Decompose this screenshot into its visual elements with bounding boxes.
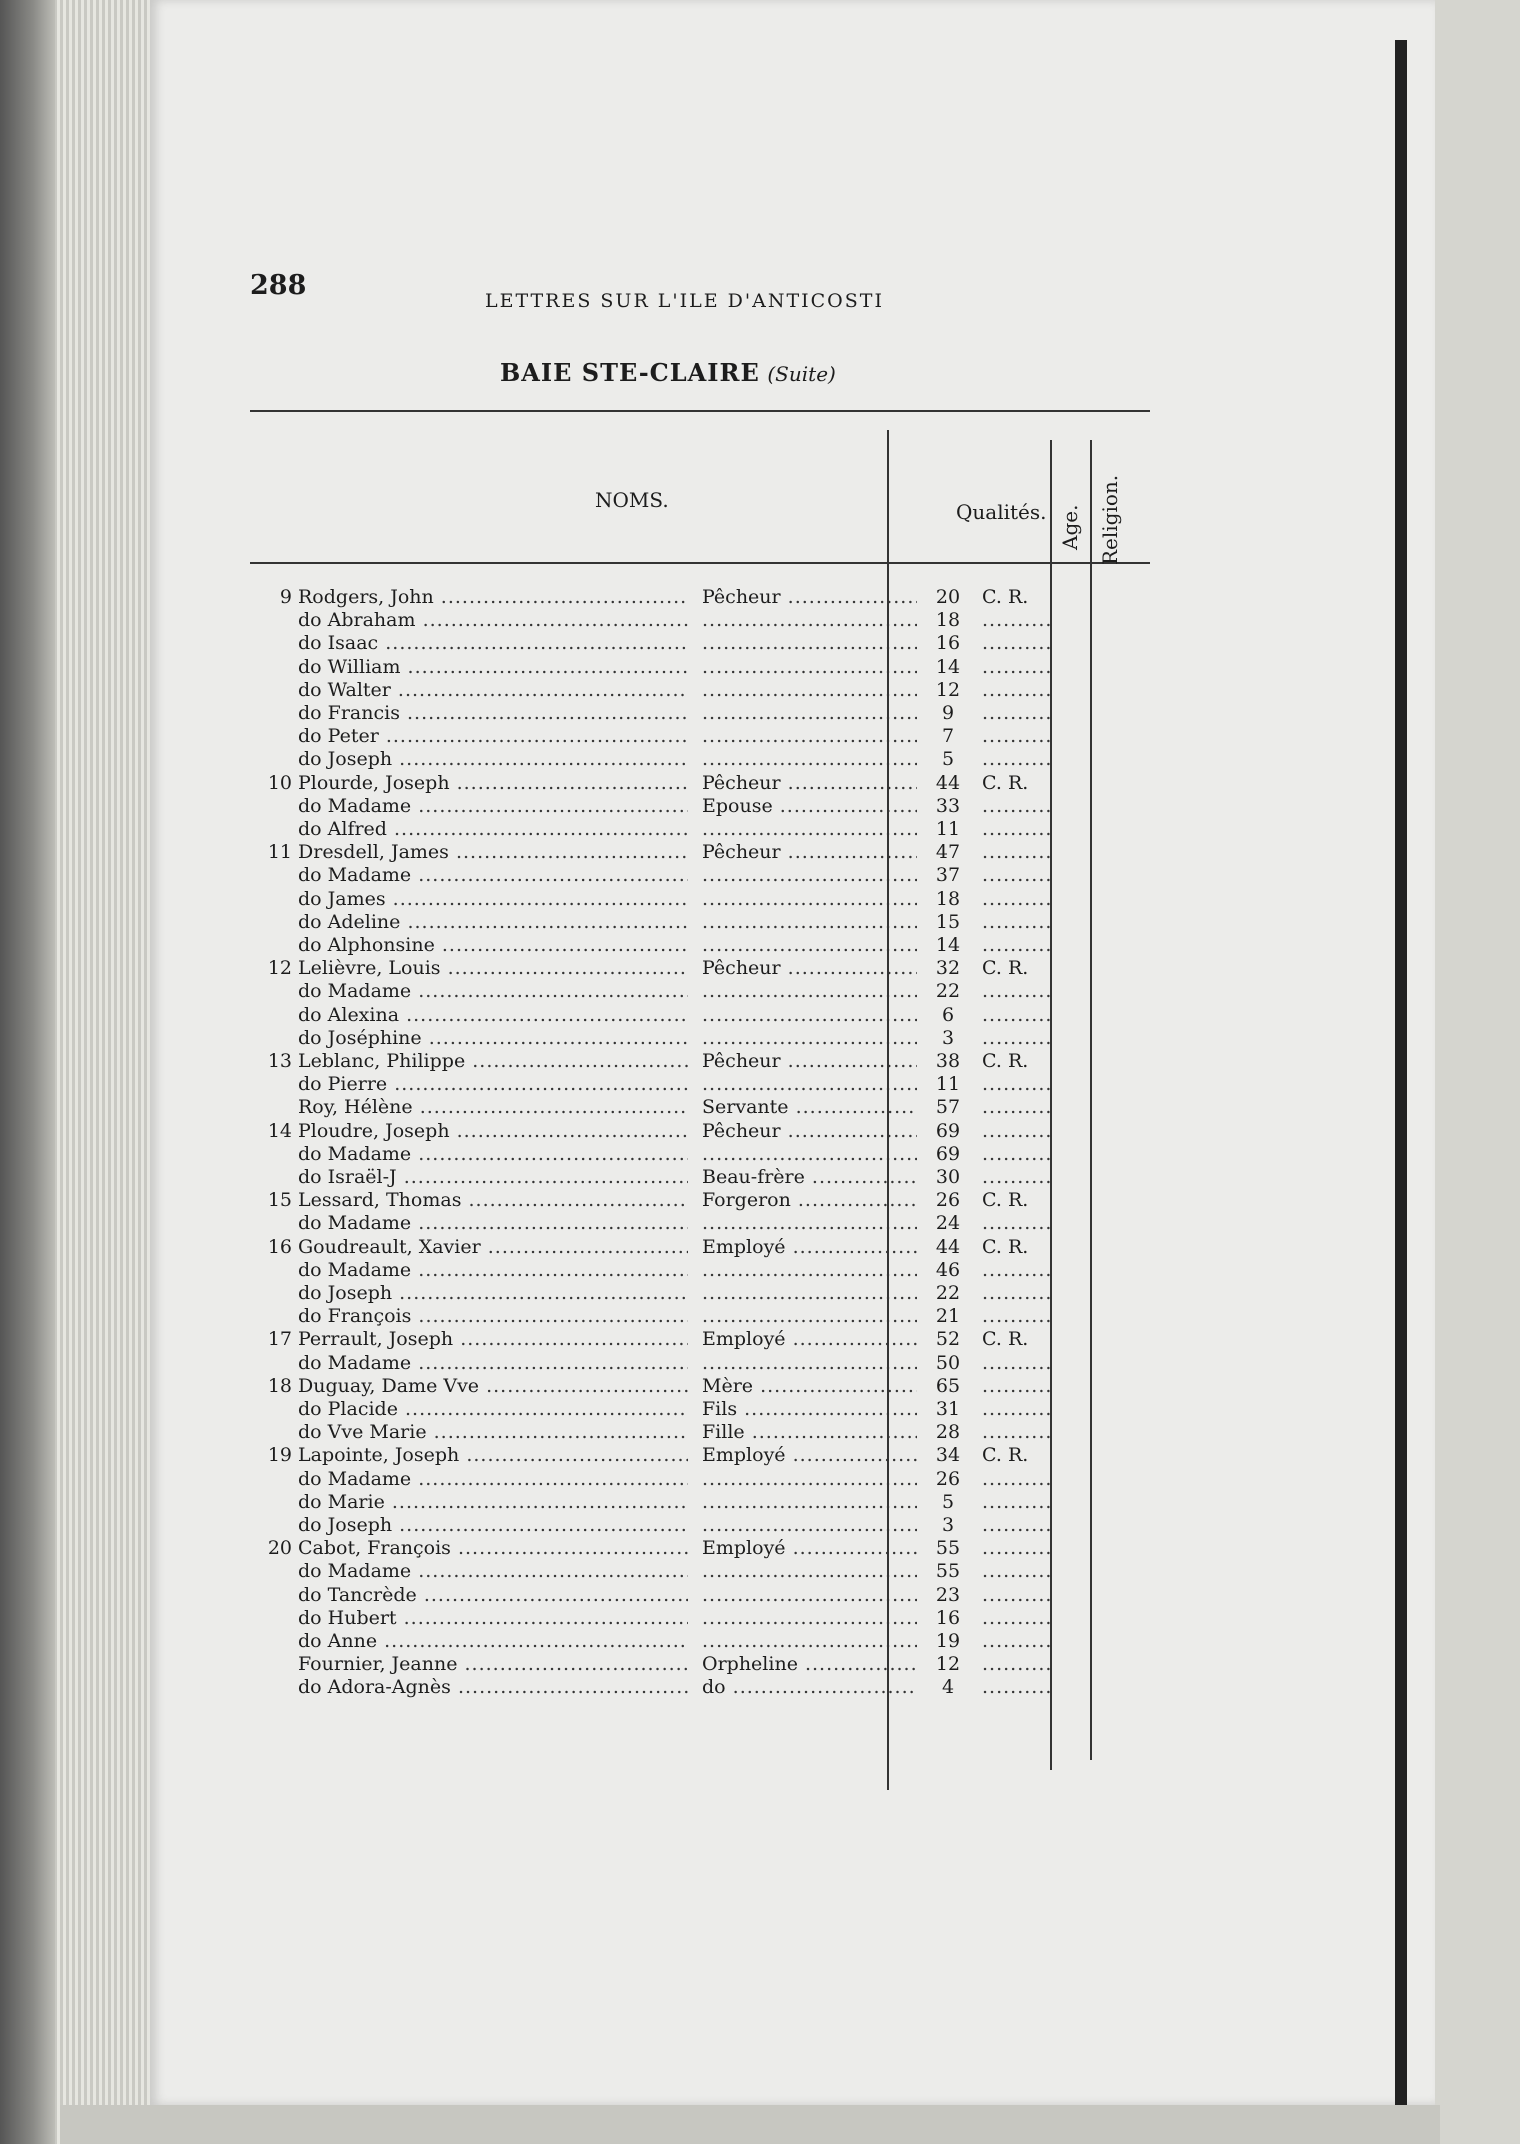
row-qualite: Pêcheur ..... xyxy=(702,956,917,980)
row-qualite xyxy=(702,817,917,841)
row-name: Dresdell, James ..... xyxy=(298,840,688,864)
row-name: Goudreault, Xavier ..... xyxy=(298,1235,688,1259)
row-religion xyxy=(982,1304,1052,1328)
row-age: 30 xyxy=(935,1166,961,1188)
row-age: 21 xyxy=(935,1305,961,1328)
row-qualite xyxy=(702,1211,917,1235)
row-qualite xyxy=(702,979,917,1003)
row-qualite xyxy=(702,1026,917,1050)
table-row xyxy=(250,794,1150,818)
row-age: 44 xyxy=(935,1235,961,1258)
row-qualite xyxy=(702,655,917,679)
row-qualite: Mère ..... xyxy=(702,1374,917,1398)
row-number: 15 xyxy=(267,1189,292,1212)
row-religion xyxy=(982,608,1052,632)
row-name: Cabot, François ..... xyxy=(298,1536,688,1560)
table-row xyxy=(250,701,1150,725)
table-row xyxy=(250,1652,1150,1676)
row-name: do Anne ..... xyxy=(298,1629,688,1653)
table-row xyxy=(250,840,1150,864)
row-qualite xyxy=(702,1606,917,1630)
row-name: Plourde, Joseph ..... xyxy=(298,771,688,795)
row-name: do Abraham ..... xyxy=(298,608,688,632)
row-religion xyxy=(982,840,1052,864)
row-age: 57 xyxy=(935,1096,961,1119)
header-religion: Religion. xyxy=(1098,474,1122,565)
table-row xyxy=(250,585,1150,609)
facing-page-edge xyxy=(1435,0,1520,2144)
row-name: Roy, Hélène ..... xyxy=(298,1095,688,1119)
row-age: 37 xyxy=(935,864,961,887)
row-religion: C. R. xyxy=(982,1189,1029,1212)
row-age: 22 xyxy=(935,1282,961,1304)
page-gutter xyxy=(1395,40,1407,2144)
section-title-subtitle: (Suite) xyxy=(767,362,836,386)
row-religion: C. R. xyxy=(982,586,1029,608)
row-religion xyxy=(982,1606,1052,1630)
row-name: Ploudre, Joseph ..... xyxy=(298,1119,688,1143)
table-row xyxy=(250,1490,1150,1514)
row-religion xyxy=(982,678,1052,702)
row-name: Lessard, Thomas ..... xyxy=(298,1188,688,1212)
row-qualite: Pêcheur ..... xyxy=(702,840,917,864)
row-qualite xyxy=(702,887,917,911)
row-qualite: Beau-frère ..... xyxy=(702,1165,917,1189)
row-name: do Israël-J ..... xyxy=(298,1165,688,1189)
row-name: do Joseph ..... xyxy=(298,747,688,771)
row-name: do Alexina ..... xyxy=(298,1003,688,1027)
table-row xyxy=(250,1629,1150,1653)
row-name: do Tancrède ..... xyxy=(298,1583,688,1607)
table-top-rule xyxy=(250,410,1150,412)
row-religion: C. R. xyxy=(982,1235,1029,1258)
row-qualite: Fille ..... xyxy=(702,1420,917,1444)
row-qualite xyxy=(702,863,917,887)
table-row xyxy=(250,1606,1150,1630)
row-qualite xyxy=(702,1304,917,1328)
row-qualite xyxy=(702,701,917,725)
row-religion xyxy=(982,1629,1052,1653)
row-qualite xyxy=(702,1467,917,1491)
row-qualite xyxy=(702,1490,917,1514)
row-name: do Alfred ..... xyxy=(298,817,688,841)
row-age: 3 xyxy=(941,1514,955,1536)
row-age: 22 xyxy=(935,980,961,1003)
row-number: 12 xyxy=(267,957,292,980)
row-age: 55 xyxy=(935,1537,961,1560)
row-religion xyxy=(982,1351,1052,1375)
row-religion xyxy=(982,1420,1052,1444)
row-qualite: Pêcheur ..... xyxy=(702,1119,917,1143)
table-row xyxy=(250,1049,1150,1073)
table-row xyxy=(250,1420,1150,1444)
row-religion xyxy=(982,979,1052,1003)
table-row xyxy=(250,1281,1150,1305)
row-religion xyxy=(982,1513,1052,1537)
row-age: 44 xyxy=(935,771,961,794)
row-number: 17 xyxy=(267,1328,292,1351)
table-row xyxy=(250,933,1150,957)
table-row xyxy=(250,1583,1150,1607)
row-name: do Joseph ..... xyxy=(298,1513,688,1537)
row-age: 6 xyxy=(941,1003,955,1026)
table-row xyxy=(250,1119,1150,1143)
table-row xyxy=(250,1397,1150,1421)
page-number: 288 xyxy=(250,270,307,301)
row-qualite xyxy=(702,910,917,934)
row-age: 16 xyxy=(935,1606,961,1629)
row-age: 26 xyxy=(935,1467,961,1490)
row-religion xyxy=(982,1142,1052,1166)
row-name: do William ..... xyxy=(298,655,688,679)
row-age: 3 xyxy=(941,1026,955,1049)
row-name: do Adeline ..... xyxy=(298,910,688,934)
row-qualite: Employé ..... xyxy=(702,1536,917,1560)
row-religion: C. R. xyxy=(982,1328,1029,1351)
row-name: do Isaac ..... xyxy=(298,631,688,655)
row-name: do Vve Marie ..... xyxy=(298,1420,688,1444)
row-name: do Placide ..... xyxy=(298,1397,688,1421)
row-name: do Madame ..... xyxy=(298,1559,688,1583)
row-name: do Madame ..... xyxy=(298,1351,688,1375)
row-religion xyxy=(982,655,1052,679)
row-age: 5 xyxy=(941,748,955,771)
row-age: 69 xyxy=(935,1142,961,1165)
table-row xyxy=(250,1675,1150,1699)
table-row xyxy=(250,1165,1150,1189)
row-name: do Marie ..... xyxy=(298,1490,688,1514)
row-religion xyxy=(982,1490,1052,1514)
table-row xyxy=(250,1003,1150,1027)
header-qualites: Qualités. xyxy=(956,500,1047,524)
row-age: 7 xyxy=(941,725,955,748)
table-row xyxy=(250,631,1150,655)
row-religion xyxy=(982,1536,1052,1560)
row-religion xyxy=(982,1281,1052,1305)
row-number: 14 xyxy=(267,1119,292,1142)
row-qualite xyxy=(702,1351,917,1375)
row-qualite: do ..... xyxy=(702,1675,917,1699)
row-qualite xyxy=(702,631,917,655)
row-number: 19 xyxy=(267,1444,292,1467)
table-row xyxy=(250,1467,1150,1491)
row-religion xyxy=(982,1072,1052,1096)
table-row xyxy=(250,1188,1150,1212)
row-name: do Joseph ..... xyxy=(298,1281,688,1305)
row-age: 12 xyxy=(935,1653,961,1676)
row-name: do Madame ..... xyxy=(298,1467,688,1491)
row-age: 28 xyxy=(935,1421,961,1444)
row-religion xyxy=(982,1026,1052,1050)
row-qualite: Pêcheur ..... xyxy=(702,1049,917,1073)
table-row xyxy=(250,1072,1150,1096)
table-row xyxy=(250,1142,1150,1166)
row-qualite xyxy=(702,1559,917,1583)
row-age: 20 xyxy=(935,586,961,608)
row-age: 12 xyxy=(935,678,961,701)
row-qualite xyxy=(702,724,917,748)
header-noms: NOMS. xyxy=(595,488,669,512)
row-qualite xyxy=(702,1072,917,1096)
table-row xyxy=(250,608,1150,632)
row-age: 16 xyxy=(935,632,961,655)
row-name: Duguay, Dame Vve ..... xyxy=(298,1374,688,1398)
row-age: 15 xyxy=(935,910,961,933)
row-qualite: Orpheline ..... xyxy=(702,1652,917,1676)
row-age: 18 xyxy=(935,887,961,910)
running-head: LETTRES SUR L'ILE D'ANTICOSTI xyxy=(485,290,884,312)
row-number: 10 xyxy=(267,771,292,794)
row-religion xyxy=(982,1467,1052,1491)
row-qualite xyxy=(702,933,917,957)
row-name: Fournier, Jeanne ..... xyxy=(298,1652,688,1676)
row-name: do Madame ..... xyxy=(298,1211,688,1235)
section-title-main: BAIE STE-CLAIRE xyxy=(500,358,760,387)
table-row xyxy=(250,724,1150,748)
row-age: 32 xyxy=(935,957,961,980)
row-qualite: Forgeron ..... xyxy=(702,1188,917,1212)
table-header-rule xyxy=(250,562,1150,564)
row-name: do Adora-Agnès ..... xyxy=(298,1675,688,1699)
row-age: 69 xyxy=(935,1119,961,1142)
row-religion xyxy=(982,1374,1052,1398)
row-religion xyxy=(982,724,1052,748)
row-religion xyxy=(982,863,1052,887)
row-age: 5 xyxy=(941,1490,955,1513)
row-age: 38 xyxy=(935,1050,961,1072)
row-religion xyxy=(982,817,1052,841)
row-name: do Francis ..... xyxy=(298,701,688,725)
row-qualite xyxy=(702,747,917,771)
table-row xyxy=(250,1304,1150,1328)
table-row xyxy=(250,1258,1150,1282)
row-religion xyxy=(982,747,1052,771)
row-religion xyxy=(982,1119,1052,1143)
row-name: do Madame ..... xyxy=(298,979,688,1003)
row-religion xyxy=(982,910,1052,934)
row-religion xyxy=(982,1095,1052,1119)
row-religion xyxy=(982,1652,1052,1676)
table-row xyxy=(250,1211,1150,1235)
book-spine-shadow xyxy=(0,0,55,2144)
table-row xyxy=(250,1351,1150,1375)
row-religion xyxy=(982,1258,1052,1282)
row-age: 23 xyxy=(935,1583,961,1606)
table-row xyxy=(250,1559,1150,1583)
table-row xyxy=(250,1374,1150,1398)
table-row xyxy=(250,655,1150,679)
row-qualite xyxy=(702,608,917,632)
row-age: 9 xyxy=(941,702,955,724)
row-name: do Madame ..... xyxy=(298,794,688,818)
row-religion xyxy=(982,1583,1052,1607)
row-qualite xyxy=(702,1281,917,1305)
row-name: Lapointe, Joseph ..... xyxy=(298,1443,688,1467)
row-religion xyxy=(982,933,1052,957)
row-religion xyxy=(982,1003,1052,1027)
row-number: 13 xyxy=(267,1050,292,1072)
row-age: 47 xyxy=(935,841,961,864)
row-age: 33 xyxy=(935,794,961,817)
row-name: do Walter ..... xyxy=(298,678,688,702)
row-name: do Madame ..... xyxy=(298,863,688,887)
row-name: Perrault, Joseph ..... xyxy=(298,1327,688,1351)
row-age: 4 xyxy=(941,1676,955,1699)
row-name: do Pierre ..... xyxy=(298,1072,688,1096)
row-age: 14 xyxy=(935,934,961,956)
row-name: do Joséphine ..... xyxy=(298,1026,688,1050)
table-row xyxy=(250,1327,1150,1351)
row-qualite xyxy=(702,678,917,702)
table-row xyxy=(250,817,1150,841)
row-number: 9 xyxy=(279,586,292,608)
row-name: do Peter ..... xyxy=(298,724,688,748)
row-number: 18 xyxy=(267,1374,292,1397)
row-religion xyxy=(982,1559,1052,1583)
row-religion xyxy=(982,1675,1052,1699)
row-age: 34 xyxy=(935,1444,961,1467)
row-qualite: Servante ..... xyxy=(702,1095,917,1119)
row-qualite: Employé ..... xyxy=(702,1235,917,1259)
row-religion xyxy=(982,631,1052,655)
row-qualite: Employé ..... xyxy=(702,1443,917,1467)
row-religion: C. R. xyxy=(982,1050,1029,1072)
table-row xyxy=(250,887,1150,911)
row-age: 24 xyxy=(935,1212,961,1235)
header-age: Age. xyxy=(1058,504,1082,550)
page-bottom-edge xyxy=(60,2105,1440,2144)
row-age: 26 xyxy=(935,1189,961,1212)
row-religion xyxy=(982,1211,1052,1235)
row-name: do François ..... xyxy=(298,1304,688,1328)
row-religion: C. R. xyxy=(982,771,1029,794)
table-row xyxy=(250,771,1150,795)
row-age: 19 xyxy=(935,1630,961,1652)
row-age: 55 xyxy=(935,1560,961,1583)
row-age: 65 xyxy=(935,1374,961,1397)
row-name: Rodgers, John ..... xyxy=(298,585,688,609)
table-row xyxy=(250,678,1150,702)
row-name: do Madame ..... xyxy=(298,1142,688,1166)
row-name: do Alphonsine ..... xyxy=(298,933,688,957)
row-age: 11 xyxy=(935,818,961,840)
row-qualite xyxy=(702,1003,917,1027)
row-religion xyxy=(982,1165,1052,1189)
row-qualite xyxy=(702,1513,917,1537)
row-qualite: Fils ..... xyxy=(702,1397,917,1421)
row-qualite xyxy=(702,1142,917,1166)
table-row xyxy=(250,1513,1150,1537)
row-age: 46 xyxy=(935,1258,961,1281)
row-age: 18 xyxy=(935,609,961,632)
row-religion xyxy=(982,794,1052,818)
row-qualite xyxy=(702,1258,917,1282)
row-age: 50 xyxy=(935,1351,961,1374)
row-number: 20 xyxy=(267,1537,292,1560)
row-name: Lelièvre, Louis ..... xyxy=(298,956,688,980)
table-row xyxy=(250,956,1150,980)
table-row xyxy=(250,1026,1150,1050)
row-qualite xyxy=(702,1629,917,1653)
table-row xyxy=(250,863,1150,887)
row-age: 14 xyxy=(935,655,961,678)
row-qualite: Pêcheur ..... xyxy=(702,771,917,795)
row-name: Leblanc, Philippe ..... xyxy=(298,1049,688,1073)
row-name: do Hubert ..... xyxy=(298,1606,688,1630)
table-row xyxy=(250,910,1150,934)
section-title xyxy=(500,358,836,387)
row-religion xyxy=(982,701,1052,725)
row-number: 11 xyxy=(267,841,292,864)
row-age: 52 xyxy=(935,1328,961,1351)
row-religion: C. R. xyxy=(982,957,1029,980)
table-row xyxy=(250,747,1150,771)
row-religion xyxy=(982,887,1052,911)
row-name: do Madame ..... xyxy=(298,1258,688,1282)
row-religion xyxy=(982,1397,1052,1421)
table-row xyxy=(250,1443,1150,1467)
table-row xyxy=(250,1536,1150,1560)
row-qualite: Employé ..... xyxy=(702,1327,917,1351)
row-name: do James ..... xyxy=(298,887,688,911)
table-row xyxy=(250,1095,1150,1119)
row-qualite: Epouse ..... xyxy=(702,794,917,818)
row-number: 16 xyxy=(267,1235,292,1258)
row-religion: C. R. xyxy=(982,1444,1029,1467)
table-row xyxy=(250,979,1150,1003)
table-row xyxy=(250,1235,1150,1259)
row-age: 11 xyxy=(935,1073,961,1096)
row-age: 31 xyxy=(935,1398,961,1420)
row-qualite: Pêcheur ..... xyxy=(702,585,917,609)
row-qualite xyxy=(702,1583,917,1607)
